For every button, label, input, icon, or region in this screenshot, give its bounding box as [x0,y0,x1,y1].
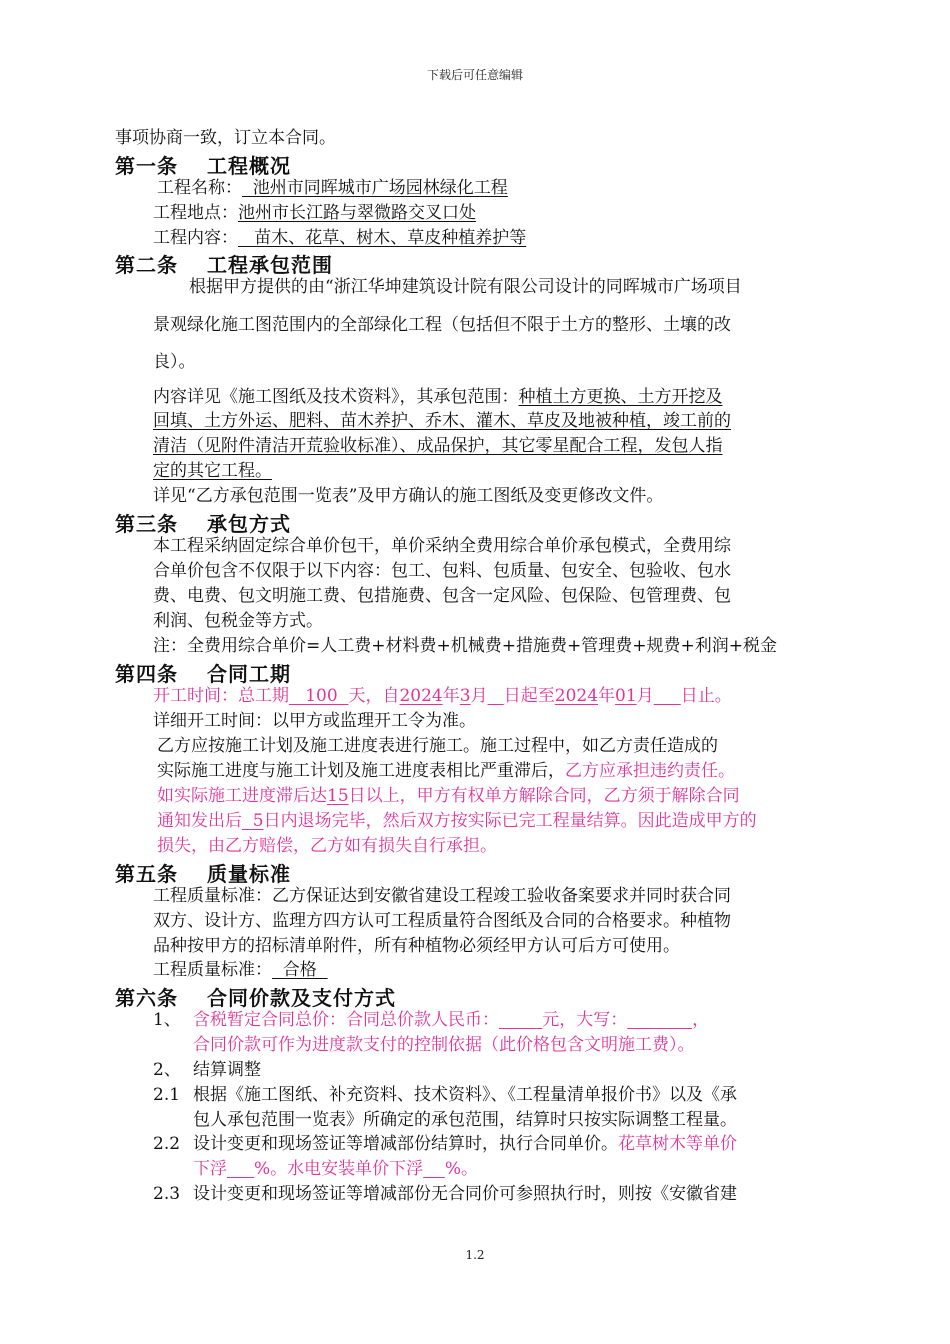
contract-price-comma: ， [692,1010,710,1030]
sub-2-3-number: 2.3 [153,1184,181,1204]
sub-2-1-number: 2.1 [153,1085,181,1105]
sub-2-2-line-2 [193,1157,478,1181]
article-6-heading: 第六条 合同价款及支付方式 [115,986,396,1010]
item-2-number: 2、 [153,1060,181,1080]
float-label-1: 下浮 [193,1159,227,1179]
end-month: 01 [615,686,637,706]
scope-para-1-line-1: 根据甲方提供的由“浙江华坤建筑设计院有限公司设计的同晖城市广场项目 [189,277,742,297]
project-content-label: 工程内容： [153,228,238,248]
item-1-line-2: 合同价款可作为进度款支付的控制依据（此价格包含文明施工费）。 [193,1035,695,1055]
article-4-heading: 第四条 合同工期 [115,662,291,686]
end-day-blank [654,686,681,706]
quality-standard-row [153,958,328,982]
article-2-heading: 第二条 工程承包范围 [115,253,333,277]
sub-2-2-pink-text: 花草树木等单价 [618,1134,737,1154]
scope-para-2-line-3: 清洁（见附件清洁开荒验收标准）、成品保护，其它零星配合工程，发包人指 [153,436,723,456]
exit-text-2: 日内退场完毕，然后双方按实际已完工程量结算。因此造成甲方的 [263,811,757,831]
item-1-line-1 [193,1008,709,1032]
delay-text-2: 日以上，甲方有权单方解除合同，乙方须于解除合同 [348,786,740,806]
schedule-text-1: 天，自 [348,686,400,706]
sub-2-1-line-1: 根据《施工图纸、补充资料、技术资料》、《工程量清单报价书》以及《承 [193,1085,737,1105]
project-site-value: 池州市长江路与翠微路交叉口处 [238,203,476,223]
contract-mode-line-4: 利润、包税金等方式。 [153,611,323,631]
delay-days-value: 15 [327,786,349,806]
scope-para-1-line-2: 景观绿化施工图范围内的全部绿化工程（包括但不限于土方的整形、土壤的改 [153,315,731,335]
item-1-number: 1、 [153,1010,181,1030]
scope-para-2-line-2: 回填、土方外运、肥料、苗木养护、乔木、灌木、草皮及地被种植，竣工前的 [153,411,731,431]
page-number: 1.2 [465,1248,485,1262]
sub-2-3-line-1: 设计变更和现场签证等增减部份无合同价可参照执行时，则按《安徽省建 [193,1184,737,1204]
project-content-row [153,226,526,250]
contract-price-label: 含税暂定合同总价：合同总价款人民币： [193,1010,499,1030]
contract-mode-line-1: 本工程采纳固定综合单价包干，单价采纳全费用综合单价承包模式，全费用综 [153,536,731,556]
article-5-heading: 第五条 质量标准 [115,862,291,886]
start-month: 3 [459,686,471,706]
intro-line: 事项协商一致，订立本合同。 [115,128,336,148]
project-name-row [157,176,508,200]
schedule-text-7: 日止。 [680,686,732,706]
schedule-text-6: 月 [636,686,654,706]
project-content-value: 苗木、花草、树木、草皮种植养护等 [238,228,527,248]
contract-price-blank [499,1010,542,1030]
project-site-row [153,201,476,225]
project-name-label: 工程名称： [157,178,242,198]
quality-line-1: 工程质量标准：乙方保证达到安徽省建设工程竣工验收备案要求并同时获合同 [153,886,731,906]
exit-text-1: 通知发出后 [157,811,242,831]
breach-liability-text: 乙方应承担违约责任。 [565,761,735,781]
float-label-3: %。 [444,1159,478,1179]
quality-line-2: 双方、设计方、监理方四方认可工程质量符合图纸及合同的合格要求。种植物 [153,911,731,931]
contract-mode-line-2: 合单价包含不仅限于以下内容：包工、包料、包质量、包安全、包验收、包水 [153,561,731,581]
scope-intro: 内容详见《施工图纸及技术资料》，其承包范围： [153,387,519,407]
quality-line-3: 品种按甲方的招标清单附件，所有种植物必须经甲方认可后方可使用。 [153,936,680,956]
float-blank-2 [423,1159,445,1179]
item-2-text: 结算调整 [193,1060,261,1080]
start-day-blank [488,686,504,706]
schedule-para-line-2 [157,759,735,783]
schedule-text-3: 月 [470,686,488,706]
page-header: 下载后可任意编辑 [426,68,523,82]
project-name-value: 池州市同晖城市广场园林绿化工程 [242,178,508,198]
article-3-heading: 第三条 承包方式 [115,512,291,536]
schedule-para-line-3 [157,784,740,808]
scope-items-start: 种植土方更换、土方开挖及 [518,387,723,407]
float-blank-1 [227,1159,254,1179]
total-days-value: 100 [289,686,349,706]
sub-2-2-number: 2.2 [153,1134,181,1154]
end-year: 2024 [554,686,599,706]
contract-mode-note: 注：全费用综合单价=人工费+材料费+机械费+措施费+管理费+规费+利润+税金 [153,636,777,656]
contract-mode-line-3: 费、电费、包文明施工费、包措施费、包含一定风险、包保险、包管理费、包 [153,586,731,606]
float-label-2: %。水电安装单价下浮 [254,1159,424,1179]
project-site-label: 工程地点： [153,203,238,223]
delay-text-1: 如实际施工进度滞后达 [157,786,327,806]
quality-standard-label: 工程质量标准： [153,960,272,980]
schedule-para-line-4 [157,809,757,833]
scope-para-3: 详见“乙方承包范围一览表”及甲方确认的施工图纸及变更修改文件。 [153,486,664,506]
schedule-para-line-1: 乙方应按施工计划及施工进度表进行施工。施工过程中，如乙方责任造成的 [157,736,718,756]
quality-standard-value: 合格 [272,960,328,980]
contract-price-words-label: 元，大写： [542,1010,628,1030]
sub-2-1-line-2: 包人承包范围一览表》所确定的承包范围，结算时只按实际调整工程量。 [193,1110,737,1130]
schedule-para-line-2-text: 实际施工进度与施工计划及施工进度表相比严重滞后， [157,761,565,781]
schedule-para-line-5: 损失，由乙方赔偿，乙方如有损失自行承担。 [157,836,497,856]
sub-2-2-text: 设计变更和现场签证等增减部份结算时，执行合同单价。 [193,1134,618,1154]
scope-para-2-line-1 [153,385,723,409]
schedule-label: 开工时间：总工期 [153,686,289,706]
schedule-text-2: 年 [442,686,460,706]
schedule-start-line [153,684,732,708]
contract-price-words-blank [627,1010,692,1030]
exit-days-value: 5 [242,811,264,831]
start-year: 2024 [399,686,443,706]
schedule-text-4: 日起至 [503,686,555,706]
schedule-text-5: 年 [598,686,616,706]
scope-para-1-line-3: 良）。 [153,352,196,372]
sub-2-2-line-1 [193,1132,737,1156]
schedule-detail: 详细开工时间：以甲方或监理开工令为准。 [153,711,476,731]
scope-para-2-line-4: 定的其它工程。 [153,461,272,481]
article-1-heading: 第一条 工程概况 [115,154,291,178]
